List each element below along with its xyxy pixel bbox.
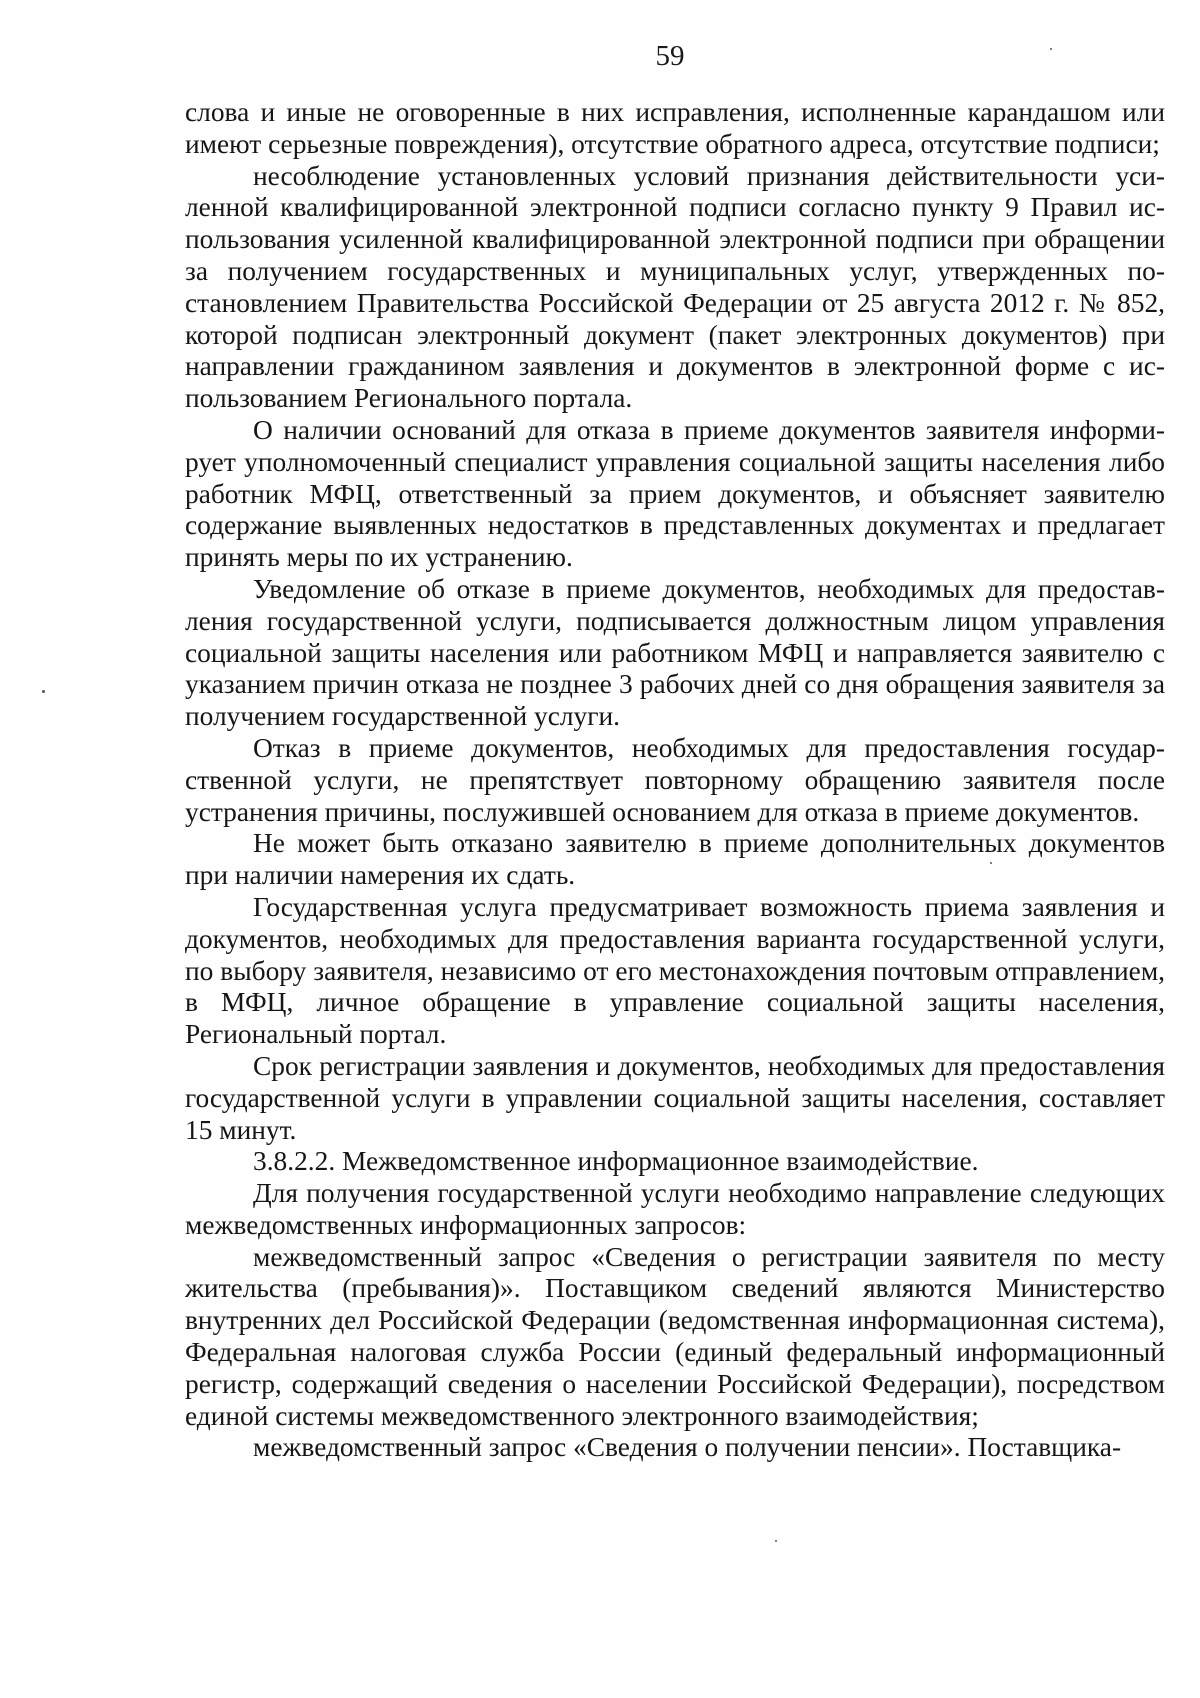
scan-speck (1050, 48, 1052, 50)
paragraph-request-pension: межведомственный запрос «Сведения о получении пенсии». Поставщика- (253, 1432, 1122, 1463)
scan-speck (775, 1540, 777, 1542)
paragraph-additional-documents: Не может быть отказано заявителю в приеме дополнительных документов при наличии намерения их сдать. (185, 828, 1165, 891)
paragraph-refusal-notification: О наличии оснований для отказа в приеме документов заявителя информирует уполномоченный специалист управления социальной защиты населения либо работник МФЦ, ответственный за прием документов, и объясняет заявителю содержание выявленных недостатков в представленных документах и предлагает принять меры по их устранению. (185, 414, 1165, 573)
section-heading-3-8-2-2: 3.8.2.2. Межведомственное информационное взаимодействие. (253, 1146, 979, 1177)
paragraph-requests-intro: Для получения государственной услуги необходимо направление следующих межведомственных информационных запросов: (185, 1178, 1165, 1240)
scan-speck (42, 690, 45, 693)
document-body (185, 97, 1165, 1464)
scan-speck (990, 862, 992, 864)
paragraph-refusal-notice: Уведомление об отказе в приеме документов, необходимых для предоставления государственной услуги, подписывается должностным лицом управления социальной защиты населения или работником МФЦ и направляется заявителю с указанием причин отказа не позднее 3 рабочих дней со дня обращения заявителя за получением государственной услуги. (185, 573, 1165, 732)
paragraph-signature-validity: несоблюдение установленных условий признания действительности усиленной квалифицированной электронной подписи согласно пункту 9 Правил использования усиленной квалифицированной электронной подписи при обращении за получением государственных и муниципальных услуг, утвержденных постановлением Правительства Российской Федерации от 25 августа 2012 г. № 852, которой подписан электронный документ (пакет электронных документов) при направлении гражданином заявления и документов в электронной форме с использованием Регионального портала. (185, 160, 1165, 414)
paragraph-registration-time: Срок регистрации заявления и документов, необходимых для предоставления государственной услуги в управлении социальной защиты населения, составляет 15 минут. (185, 1050, 1165, 1145)
page-number: 59 (655, 40, 685, 72)
paragraph-refusal-no-obstacle: Отказ в приеме документов, необходимых для предоставления государственной услуги, не препятствует повторному обращению заявителя после устранения причины, послужившей основанием для отказа в приеме документов. (185, 732, 1165, 827)
paragraph-continuation: слова и иные не оговоренные в них исправления, исполненные карандашом или имеют серьезные повреждения), отсутствие обратного адреса, отсутствие подписи; (185, 97, 1165, 159)
paragraph-submission-channels: Государственная услуга предусматривает возможность приема заявления и документов, необходимых для предоставления варианта государственной услуги, по выбору заявителя, независимо от его местонахождения почтовым отправлением, в МФЦ, личное обращение в управление социальной защиты населения, Региональный портал. (185, 891, 1165, 1050)
paragraph-request-registration: межведомственный запрос «Сведения о регистрации заявителя по месту жительства (пребывания)». Поставщиком сведений являются Министерство внутренних дел Российской Федерации (ведомственная информационная система), Федеральная налоговая служба России (единый федеральный информационный регистр, содержащий сведения о населении Российской Федерации), посредством единой системы межведомственного электронного взаимодействия; (185, 1241, 1165, 1431)
